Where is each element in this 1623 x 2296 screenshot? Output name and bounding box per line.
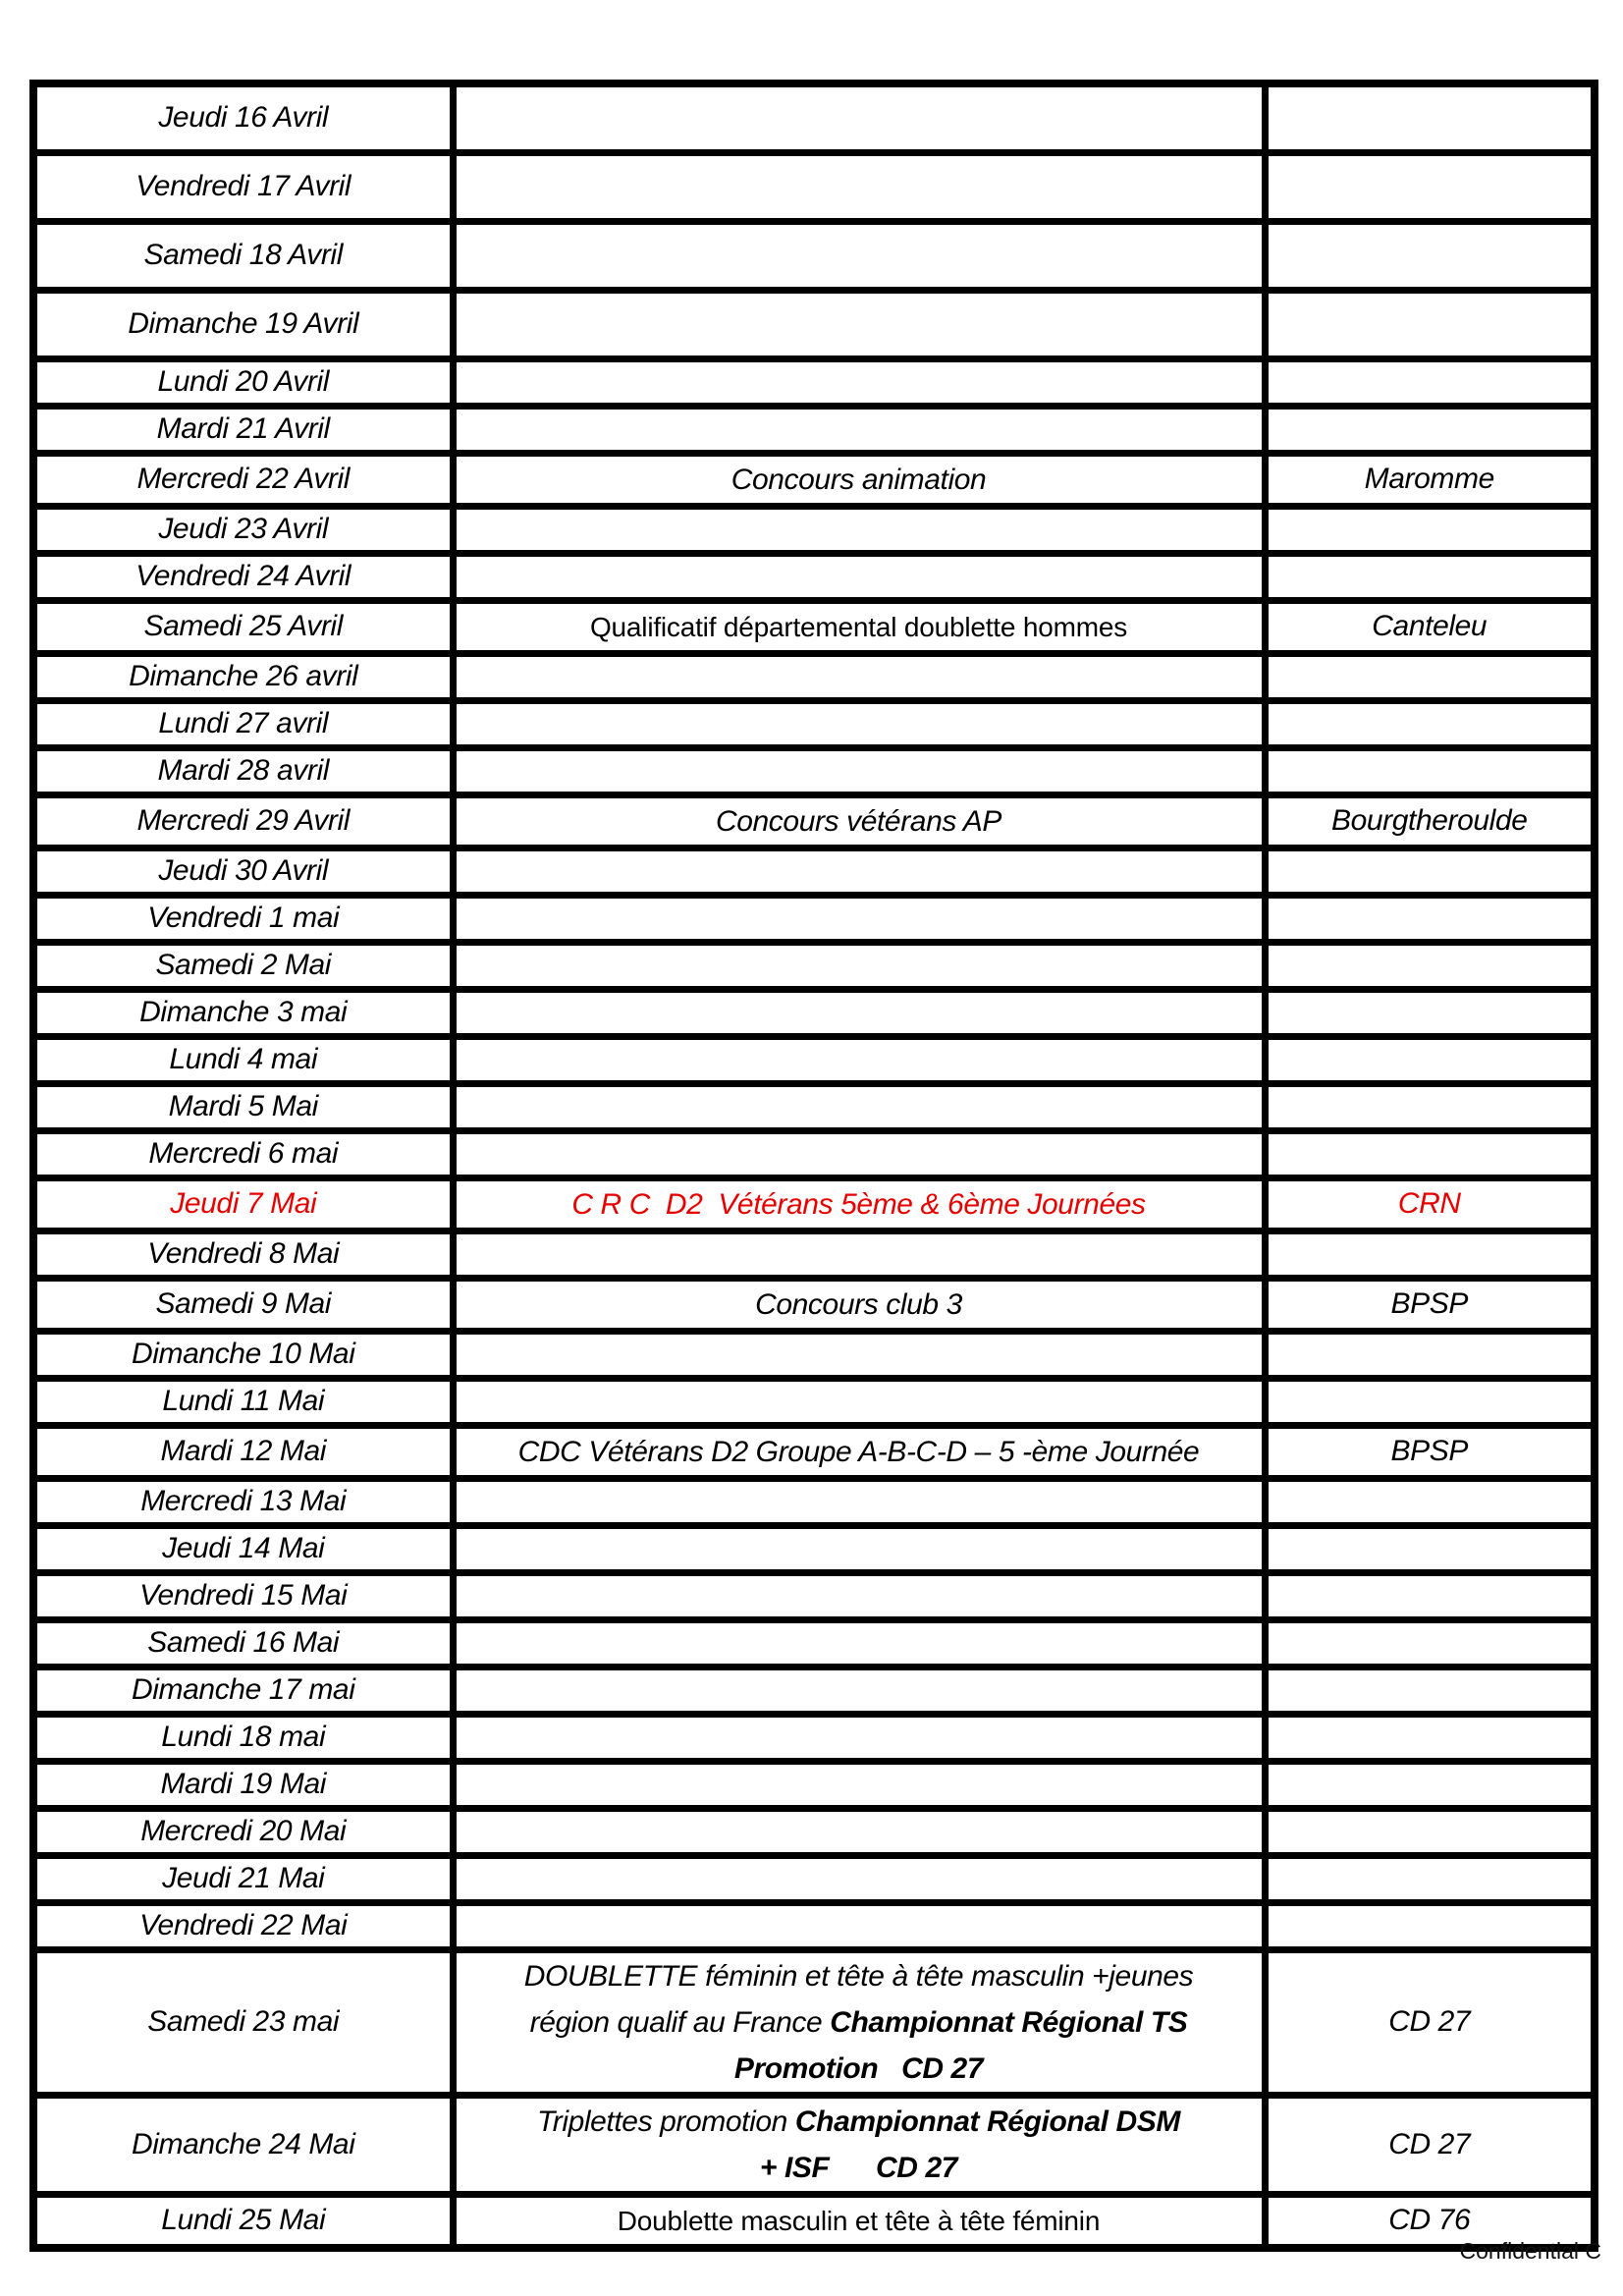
- date-label: Mercredi 13 Mai: [140, 1485, 347, 1517]
- location-cell: [1265, 83, 1595, 152]
- event-text: CDC Vétérans D2 Groupe A-B-C-D – 5 -ème Journée: [517, 1435, 1200, 1468]
- event-cell: [453, 1331, 1265, 1378]
- event-cell: [453, 1378, 1265, 1425]
- event-text: Doublette masculin et tête à tête féminin: [617, 2205, 1101, 2236]
- date-label: Samedi 9 Mai: [155, 1287, 332, 1320]
- location-cell: [1265, 1525, 1595, 1572]
- table-row: [33, 1572, 1595, 1619]
- date-cell: [33, 1130, 453, 1177]
- event-line: [462, 1953, 1256, 1999]
- date-label: Mardi 5 Mai: [168, 1090, 318, 1122]
- date-label: Lundi 11 Mai: [162, 1385, 325, 1417]
- table-row: [33, 152, 1595, 221]
- location-cell: [1265, 1714, 1595, 1761]
- date-label: Lundi 4 mai: [169, 1043, 318, 1075]
- event-cell: [453, 1278, 1265, 1331]
- table-row: [33, 453, 1595, 506]
- table-body: [33, 83, 1595, 2248]
- table-row: [33, 1902, 1595, 1949]
- date-cell: [33, 1714, 453, 1761]
- location-label: CRN: [1397, 1187, 1461, 1220]
- table-row: [33, 700, 1595, 747]
- date-cell: [33, 1855, 453, 1902]
- event-line: [462, 2099, 1256, 2145]
- event-line: [462, 604, 1256, 650]
- date-cell: [33, 2194, 453, 2248]
- table-row: [33, 406, 1595, 453]
- event-cell: [453, 600, 1265, 653]
- table-row: [33, 942, 1595, 989]
- date-label: Vendredi 1 mai: [147, 902, 340, 934]
- table-row: [33, 83, 1595, 152]
- location-cell: [1265, 1902, 1595, 1949]
- table-row: [33, 1478, 1595, 1525]
- date-label: Jeudi 14 Mai: [162, 1532, 325, 1564]
- date-cell: [33, 1619, 453, 1667]
- event-cell: [453, 1083, 1265, 1130]
- date-cell: [33, 1331, 453, 1378]
- date-cell: [33, 553, 453, 600]
- event-cell: [453, 358, 1265, 406]
- date-label: Lundi 20 Avril: [157, 365, 330, 398]
- calendar-table: [29, 80, 1598, 2252]
- date-cell: [33, 1378, 453, 1425]
- event-cell: [453, 406, 1265, 453]
- date-label: Jeudi 16 Avril: [158, 101, 329, 135]
- date-cell: [33, 1667, 453, 1714]
- date-cell: [33, 1525, 453, 1572]
- location-cell: [1265, 653, 1595, 700]
- location-cell: [1265, 1425, 1595, 1478]
- date-cell: [33, 1425, 453, 1478]
- event-cell: [453, 989, 1265, 1036]
- location-label: BPSP: [1390, 1435, 1468, 1467]
- table-row: [33, 895, 1595, 942]
- date-cell: [33, 1036, 453, 1083]
- date-cell: [33, 406, 453, 453]
- event-cell: [453, 1714, 1265, 1761]
- location-label: CD 76: [1388, 2204, 1471, 2236]
- date-label: Lundi 27 avril: [158, 707, 329, 739]
- date-cell: [33, 794, 453, 847]
- location-label: BPSP: [1390, 1287, 1468, 1320]
- location-cell: [1265, 747, 1595, 794]
- table-row: [33, 847, 1595, 895]
- location-cell: [1265, 406, 1595, 453]
- date-label: Vendredi 24 Avril: [135, 560, 352, 592]
- location-cell: [1265, 1278, 1595, 1331]
- date-label: Lundi 25 Mai: [161, 2204, 326, 2236]
- event-text: Concours animation: [730, 463, 987, 496]
- location-cell: [1265, 1619, 1595, 1667]
- table-row: [33, 2095, 1595, 2194]
- event-cell: [453, 1855, 1265, 1902]
- date-label: Vendredi 22 Mai: [139, 1909, 348, 1941]
- date-cell: [33, 1083, 453, 1130]
- date-cell: [33, 895, 453, 942]
- location-cell: [1265, 1378, 1595, 1425]
- table-row: [33, 1036, 1595, 1083]
- date-cell: [33, 453, 453, 506]
- table-row: [33, 1083, 1595, 1130]
- event-cell: [453, 747, 1265, 794]
- date-cell: [33, 847, 453, 895]
- event-line: [462, 1181, 1256, 1228]
- location-label: CD 27: [1388, 2127, 1471, 2160]
- event-text: Championnat Régional TS: [830, 2005, 1188, 2039]
- event-line: [462, 1282, 1256, 1328]
- event-line: [462, 1429, 1256, 1475]
- table-row: [33, 1378, 1595, 1425]
- date-cell: [33, 989, 453, 1036]
- location-cell: [1265, 700, 1595, 747]
- table-row: [33, 221, 1595, 290]
- location-cell: [1265, 1331, 1595, 1378]
- location-cell: [1265, 1130, 1595, 1177]
- event-cell: [453, 942, 1265, 989]
- location-label: CD 27: [1388, 2005, 1471, 2038]
- event-cell: [453, 83, 1265, 152]
- event-cell: [453, 1177, 1265, 1230]
- event-cell: [453, 1808, 1265, 1855]
- date-cell: [33, 653, 453, 700]
- event-cell: [453, 700, 1265, 747]
- date-cell: [33, 152, 453, 221]
- event-line: [462, 2046, 1256, 2092]
- date-label: Jeudi 21 Mai: [162, 1862, 325, 1894]
- date-cell: [33, 942, 453, 989]
- date-label: Vendredi 15 Mai: [139, 1579, 348, 1612]
- location-cell: [1265, 1230, 1595, 1278]
- date-cell: [33, 747, 453, 794]
- date-label: Dimanche 24 Mai: [132, 2127, 355, 2160]
- table-row: [33, 290, 1595, 358]
- date-label: Lundi 18 mai: [161, 1721, 326, 1753]
- date-label: Jeudi 30 Avril: [158, 854, 329, 887]
- table-row: [33, 1855, 1595, 1902]
- date-label: Jeudi 23 Avril: [158, 513, 329, 545]
- event-cell: [453, 2095, 1265, 2194]
- event-line: [462, 1999, 1256, 2046]
- date-cell: [33, 1478, 453, 1525]
- event-cell: [453, 1230, 1265, 1278]
- event-cell: [453, 1525, 1265, 1572]
- location-cell: [1265, 1761, 1595, 1808]
- date-label: Dimanche 19 Avril: [128, 307, 359, 340]
- table-row: [33, 1278, 1595, 1331]
- event-cell: [453, 2194, 1265, 2248]
- date-label: Mardi 21 Avril: [156, 412, 330, 445]
- date-cell: [33, 1808, 453, 1855]
- date-label: Jeudi 7 Mai: [170, 1187, 317, 1220]
- location-cell: [1265, 1036, 1595, 1083]
- event-text: Concours vétérans AP: [715, 804, 1002, 838]
- date-label: Samedi 2 Mai: [155, 949, 332, 981]
- date-cell: [33, 1761, 453, 1808]
- date-cell: [33, 700, 453, 747]
- event-cell: [453, 453, 1265, 506]
- date-label: Dimanche 17 mai: [132, 1673, 355, 1706]
- event-cell: [453, 794, 1265, 847]
- event-text: Championnat Régional DSM: [794, 2105, 1180, 2138]
- date-cell: [33, 358, 453, 406]
- date-label: Mercredi 29 Avril: [136, 804, 351, 837]
- table-row: [33, 1130, 1595, 1177]
- date-label: Mardi 28 avril: [157, 754, 329, 787]
- location-cell: [1265, 358, 1595, 406]
- event-cell: [453, 895, 1265, 942]
- location-cell: [1265, 1177, 1595, 1230]
- date-cell: [33, 83, 453, 152]
- event-cell: [453, 847, 1265, 895]
- table-row: [33, 1761, 1595, 1808]
- date-label: Dimanche 26 avril: [129, 660, 358, 692]
- event-cell: [453, 1425, 1265, 1478]
- event-cell: [453, 1949, 1265, 2095]
- date-label: Mercredi 20 Mai: [140, 1815, 347, 1847]
- table-row: [33, 1667, 1595, 1714]
- table-row: [33, 1177, 1595, 1230]
- location-cell: [1265, 553, 1595, 600]
- date-cell: [33, 290, 453, 358]
- location-cell: [1265, 1808, 1595, 1855]
- location-cell: [1265, 942, 1595, 989]
- location-label: Bourgtheroulde: [1330, 804, 1528, 837]
- location-cell: [1265, 2095, 1595, 2194]
- location-cell: [1265, 1572, 1595, 1619]
- date-label: Mercredi 22 Avril: [136, 463, 351, 495]
- location-cell: [1265, 221, 1595, 290]
- table-row: [33, 1331, 1595, 1378]
- date-cell: [33, 1278, 453, 1331]
- location-cell: [1265, 1855, 1595, 1902]
- event-cell: [453, 1619, 1265, 1667]
- table-row: [33, 1949, 1595, 2095]
- date-label: Samedi 25 Avril: [143, 610, 343, 642]
- date-label: Samedi 16 Mai: [147, 1626, 340, 1659]
- table-row: [33, 1230, 1595, 1278]
- event-text: DOUBLETTE féminin et tête à tête masculin +jeunes: [523, 1959, 1194, 1993]
- location-cell: [1265, 453, 1595, 506]
- event-cell: [453, 1902, 1265, 1949]
- date-cell: [33, 1230, 453, 1278]
- date-label: Mardi 12 Mai: [160, 1435, 327, 1467]
- location-cell: [1265, 152, 1595, 221]
- location-cell: [1265, 847, 1595, 895]
- location-cell: [1265, 1949, 1595, 2095]
- event-cell: [453, 290, 1265, 358]
- table-row: [33, 1525, 1595, 1572]
- table-row: [33, 653, 1595, 700]
- location-cell: [1265, 989, 1595, 1036]
- table-row: [33, 1619, 1595, 1667]
- event-cell: [453, 553, 1265, 600]
- date-label: Vendredi 17 Avril: [135, 170, 352, 202]
- event-text: C R C D2 Vétérans 5ème & 6ème Journées: [571, 1187, 1146, 1221]
- location-label: Canteleu: [1372, 610, 1488, 642]
- date-label: Samedi 23 mai: [147, 2005, 340, 2038]
- date-cell: [33, 1949, 453, 2095]
- event-text: Concours club 3: [755, 1287, 962, 1321]
- event-line: [462, 2198, 1256, 2244]
- date-label: Mardi 19 Mai: [160, 1768, 327, 1800]
- table-row: [33, 358, 1595, 406]
- date-cell: [33, 600, 453, 653]
- table-row: [33, 553, 1595, 600]
- location-label: Maromme: [1364, 463, 1494, 495]
- event-cell: [453, 152, 1265, 221]
- event-cell: [453, 1667, 1265, 1714]
- location-cell: [1265, 1478, 1595, 1525]
- event-text: Qualificatif départemental doublette hommes: [589, 611, 1128, 642]
- event-cell: [453, 653, 1265, 700]
- location-cell: [1265, 506, 1595, 553]
- date-cell: [33, 1177, 453, 1230]
- location-cell: [1265, 794, 1595, 847]
- location-cell: [1265, 895, 1595, 942]
- confidential-footer: Confidential C: [1459, 2238, 1601, 2264]
- date-cell: [33, 221, 453, 290]
- table-row: [33, 506, 1595, 553]
- date-label: Vendredi 8 Mai: [147, 1237, 340, 1270]
- event-text: + ISF CD 27: [759, 2151, 958, 2184]
- event-cell: [453, 1036, 1265, 1083]
- date-cell: [33, 2095, 453, 2194]
- date-cell: [33, 1572, 453, 1619]
- date-label: Dimanche 10 Mai: [132, 1338, 355, 1370]
- location-cell: [1265, 1667, 1595, 1714]
- event-text: Triplettes promotion: [537, 2105, 795, 2138]
- date-label: Mercredi 6 mai: [148, 1137, 339, 1170]
- location-cell: [1265, 290, 1595, 358]
- table-row: [33, 1425, 1595, 1478]
- date-label: Samedi 18 Avril: [143, 239, 343, 271]
- event-cell: [453, 221, 1265, 290]
- event-text: région qualif au France: [529, 2005, 831, 2039]
- table-row: [33, 600, 1595, 653]
- event-cell: [453, 1572, 1265, 1619]
- date-cell: [33, 1902, 453, 1949]
- date-cell: [33, 506, 453, 553]
- date-label: Dimanche 3 mai: [139, 996, 348, 1028]
- event-line: [462, 2145, 1256, 2191]
- table-row: [33, 2194, 1595, 2248]
- event-cell: [453, 506, 1265, 553]
- event-line: [462, 798, 1256, 845]
- table-row: [33, 989, 1595, 1036]
- event-cell: [453, 1478, 1265, 1525]
- event-cell: [453, 1761, 1265, 1808]
- event-cell: [453, 1130, 1265, 1177]
- table-row: [33, 747, 1595, 794]
- table-row: [33, 794, 1595, 847]
- location-cell: [1265, 600, 1595, 653]
- location-cell: [1265, 1083, 1595, 1130]
- event-line: [462, 457, 1256, 503]
- table-row: [33, 1808, 1595, 1855]
- table-row: [33, 1714, 1595, 1761]
- event-text: Promotion CD 27: [733, 2051, 984, 2085]
